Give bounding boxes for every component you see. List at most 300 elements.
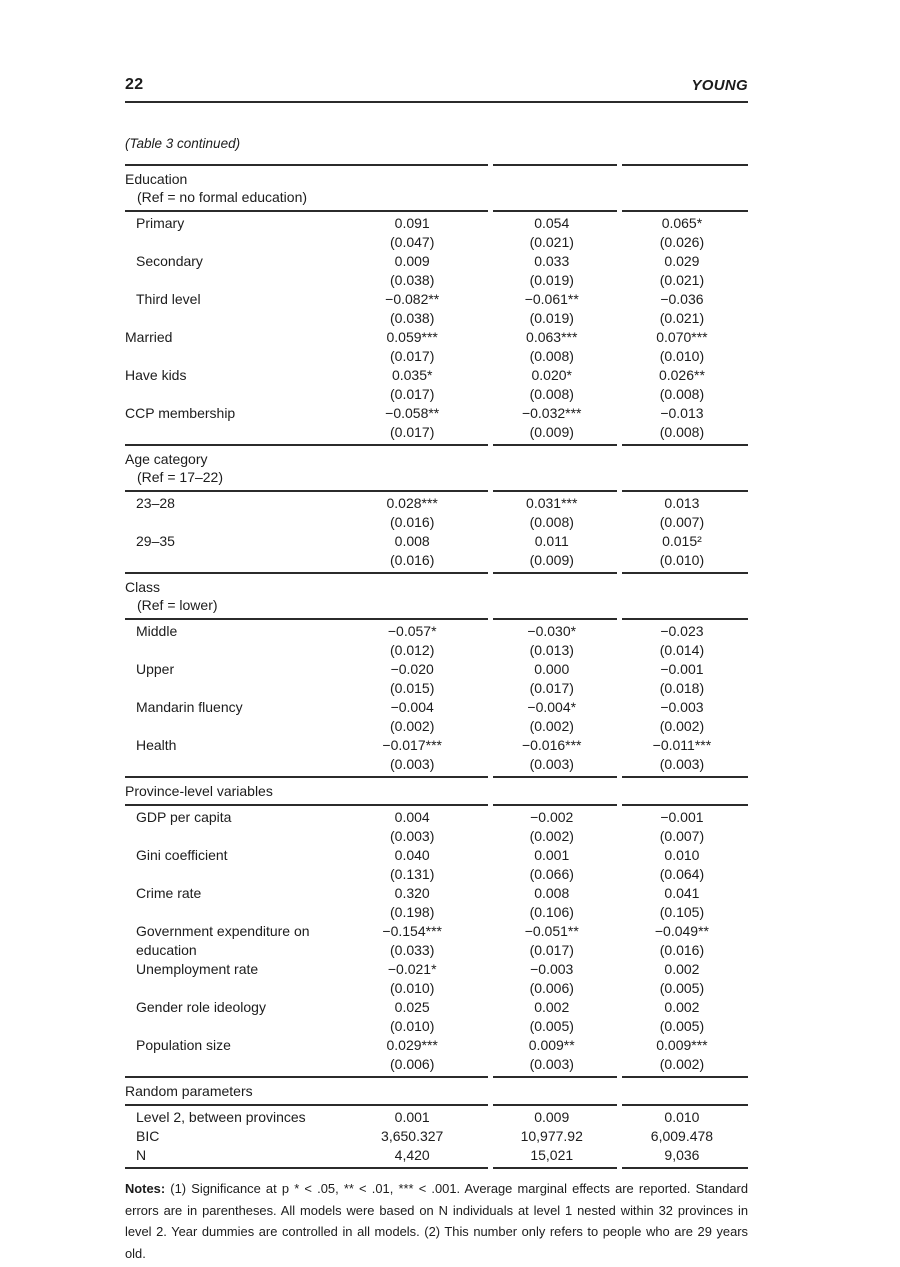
- value-cell: [616, 1036, 748, 1074]
- table-rule: [125, 164, 748, 166]
- coefficient-value: 0.001: [394, 1109, 430, 1125]
- value-cell: [616, 214, 748, 252]
- standard-error: (0.019): [529, 272, 574, 288]
- coefficient-value: −0.154***: [382, 923, 442, 939]
- value-cell: [337, 252, 488, 290]
- section-title: Age category: [125, 451, 208, 467]
- table-row: [125, 1036, 748, 1074]
- row-label: Middle: [136, 623, 178, 639]
- coefficient-value: −0.021*: [387, 961, 437, 977]
- coefficient-value: 0.001: [534, 847, 570, 863]
- standard-error: (0.106): [529, 904, 574, 920]
- value-cell: [337, 1036, 488, 1074]
- standard-error: (0.019): [529, 310, 574, 326]
- standard-error: (0.005): [659, 980, 705, 996]
- standard-error: (0.003): [529, 756, 574, 772]
- notes-label: Notes:: [125, 1181, 166, 1196]
- coefficient-value: 6,009.478: [650, 1128, 714, 1144]
- row-label: Crime rate: [136, 885, 202, 901]
- section-title: Province-level variables: [125, 783, 273, 799]
- value-cell: [337, 884, 488, 922]
- value-cell: [616, 532, 748, 570]
- standard-error: (0.038): [390, 272, 435, 288]
- table-rule: [125, 490, 748, 492]
- value-cell: [488, 1108, 616, 1127]
- coefficient-value: −0.004: [390, 699, 434, 715]
- standard-error: (0.015): [390, 680, 435, 696]
- page-number: 22: [125, 76, 144, 93]
- rule-segment: [125, 572, 488, 574]
- row-label: 29–35: [136, 533, 175, 549]
- section-header: [125, 166, 748, 210]
- row-label: Level 2, between provinces: [136, 1109, 306, 1125]
- table-row: [125, 404, 748, 442]
- standard-error: (0.013): [529, 642, 574, 658]
- rule-segment: [125, 776, 488, 778]
- table-row: [125, 532, 748, 570]
- coefficient-value: −0.051**: [524, 923, 579, 939]
- coefficient-value: 0.035*: [391, 367, 433, 383]
- value-cell: [616, 290, 748, 328]
- value-cell: [337, 960, 488, 998]
- value-cell: [337, 214, 488, 252]
- value-cell: [337, 290, 488, 328]
- coefficient-value: −0.003: [660, 699, 704, 715]
- section-title: Education: [125, 171, 188, 187]
- table-rule: [125, 1104, 748, 1106]
- coefficient-value: 0.025: [394, 999, 430, 1015]
- table-row: [125, 290, 748, 328]
- value-cell: [488, 998, 616, 1036]
- coefficient-value: −0.057*: [387, 623, 437, 639]
- value-cell: [616, 846, 748, 884]
- standard-error: (0.010): [390, 1018, 435, 1034]
- rule-segment: [493, 210, 616, 212]
- value-cell: [616, 494, 748, 532]
- value-cell: [337, 846, 488, 884]
- coefficient-value: 0.004: [394, 809, 430, 825]
- standard-error: (0.008): [529, 514, 574, 530]
- value-cell: [488, 1146, 616, 1165]
- page-header: [125, 0, 748, 103]
- standard-error: (0.008): [529, 386, 574, 402]
- coefficient-value: 0.015²: [662, 533, 702, 549]
- coefficient-value: 4,420: [394, 1147, 430, 1163]
- standard-error: (0.008): [529, 348, 574, 364]
- section-title: Class: [125, 579, 161, 595]
- table-row: [125, 660, 748, 698]
- coefficient-value: 0.054: [534, 215, 570, 231]
- section-header: [125, 778, 748, 804]
- coefficient-value: 0.002: [664, 999, 700, 1015]
- standard-error: (0.007): [659, 828, 705, 844]
- rule-segment: [493, 804, 616, 806]
- row-label: Unemployment rate: [136, 961, 259, 977]
- rule-segment: [125, 164, 488, 166]
- coefficient-value: 0.009**: [528, 1037, 575, 1053]
- table-row: [125, 884, 748, 922]
- value-cell: [488, 922, 616, 960]
- rule-segment: [622, 776, 748, 778]
- table-rule: [125, 776, 748, 778]
- table-row: [125, 366, 748, 404]
- value-cell: [616, 1108, 748, 1127]
- table-row: [125, 736, 748, 774]
- value-cell: [488, 884, 616, 922]
- section-rows: [125, 212, 748, 444]
- table-rule: [125, 444, 748, 446]
- coefficient-value: 0.002: [534, 999, 570, 1015]
- coefficient-value: 0.009: [394, 253, 430, 269]
- standard-error: (0.017): [529, 942, 574, 958]
- coefficient-value: 3,650.327: [381, 1128, 444, 1144]
- coefficient-value: 0.040: [394, 847, 430, 863]
- value-cell: [337, 808, 488, 846]
- row-label: Married: [125, 329, 173, 345]
- table-rule: [125, 1167, 748, 1169]
- rule-segment: [493, 164, 616, 166]
- value-cell: [488, 846, 616, 884]
- value-cell: [337, 698, 488, 736]
- standard-error: (0.017): [390, 386, 435, 402]
- value-cell: [337, 922, 488, 960]
- table-row: [125, 214, 748, 252]
- table-rule: [125, 804, 748, 806]
- coefficient-value: 0.008: [394, 533, 430, 549]
- table-rule: [125, 210, 748, 212]
- table-notes: [125, 1178, 748, 1264]
- value-cell: [488, 328, 616, 366]
- value-cell: [616, 698, 748, 736]
- standard-error: (0.017): [390, 424, 435, 440]
- standard-error: (0.064): [659, 866, 705, 882]
- standard-error: (0.105): [659, 904, 705, 920]
- row-label: N: [136, 1147, 147, 1163]
- standard-error: (0.038): [390, 310, 435, 326]
- row-label: Government expenditure on education: [136, 923, 310, 958]
- rule-segment: [622, 490, 748, 492]
- coefficient-value: −0.002: [530, 809, 574, 825]
- row-label: Gender role ideology: [136, 999, 266, 1015]
- value-cell: [616, 404, 748, 442]
- rule-segment: [622, 618, 748, 620]
- coefficient-value: −0.001: [660, 809, 704, 825]
- value-cell: [616, 998, 748, 1036]
- coefficient-value: 0.010: [664, 847, 700, 863]
- standard-error: (0.021): [659, 310, 705, 326]
- value-cell: [337, 736, 488, 774]
- rule-segment: [125, 804, 488, 806]
- rule-segment: [622, 804, 748, 806]
- coefficient-value: 0.011: [534, 533, 569, 549]
- standard-error: (0.017): [390, 348, 435, 364]
- table-row: [125, 922, 748, 960]
- value-cell: [337, 366, 488, 404]
- value-cell: [616, 960, 748, 998]
- value-cell: [488, 1036, 616, 1074]
- value-cell: [616, 1146, 748, 1165]
- coefficient-value: 0.002: [664, 961, 700, 977]
- value-cell: [337, 660, 488, 698]
- section-ref: (Ref = lower): [137, 597, 218, 613]
- rule-segment: [622, 164, 748, 166]
- rule-segment: [493, 776, 616, 778]
- standard-error: (0.131): [390, 866, 435, 882]
- table-caption: (Table 3 continued): [125, 136, 241, 151]
- row-label: 23–28: [136, 495, 175, 511]
- section-title: Random parameters: [125, 1083, 253, 1099]
- rule-segment: [125, 1167, 488, 1169]
- standard-error: (0.006): [529, 980, 574, 996]
- standard-error: (0.005): [659, 1018, 705, 1034]
- row-label: Gini coefficient: [136, 847, 228, 863]
- standard-error: (0.003): [390, 828, 435, 844]
- value-cell: [616, 252, 748, 290]
- standard-error: (0.017): [529, 680, 574, 696]
- section-header: [125, 1078, 748, 1104]
- standard-error: (0.021): [529, 234, 574, 250]
- value-cell: [337, 622, 488, 660]
- rule-segment: [125, 618, 488, 620]
- rule-segment: [493, 1076, 616, 1078]
- coefficient-value: 0.091: [394, 215, 430, 231]
- value-cell: [616, 808, 748, 846]
- coefficient-value: 0.065*: [661, 215, 703, 231]
- coefficient-value: 0.009***: [656, 1037, 708, 1053]
- standard-error: (0.002): [659, 1056, 705, 1072]
- rule-segment: [125, 210, 488, 212]
- coefficient-value: 0.026**: [658, 367, 705, 383]
- value-cell: [488, 698, 616, 736]
- coefficient-value: −0.013: [660, 405, 704, 421]
- rule-segment: [493, 444, 616, 446]
- value-cell: [337, 328, 488, 366]
- coefficient-value: −0.003: [530, 961, 574, 977]
- row-label: Third level: [136, 291, 201, 307]
- coefficient-value: 0.010: [664, 1109, 700, 1125]
- value-cell: [616, 884, 748, 922]
- rule-segment: [493, 490, 616, 492]
- standard-error: (0.006): [390, 1056, 435, 1072]
- table-row: [125, 328, 748, 366]
- row-label: Population size: [136, 1037, 231, 1053]
- coefficient-value: −0.017***: [382, 737, 442, 753]
- value-cell: [337, 494, 488, 532]
- value-cell: [488, 736, 616, 774]
- running-head: YOUNG: [691, 77, 748, 94]
- standard-error: (0.021): [659, 272, 705, 288]
- section-ref: (Ref = 17–22): [137, 469, 223, 485]
- standard-error: (0.010): [390, 980, 435, 996]
- value-cell: [488, 366, 616, 404]
- rule-segment: [622, 572, 748, 574]
- coefficient-value: 0.320: [394, 885, 430, 901]
- regression-table: [125, 164, 748, 1169]
- row-label: CCP membership: [125, 405, 236, 421]
- value-cell: [488, 252, 616, 290]
- row-label: GDP per capita: [136, 809, 232, 825]
- standard-error: (0.002): [659, 718, 705, 734]
- coefficient-value: 0.013: [664, 495, 700, 511]
- standard-error: (0.016): [659, 942, 705, 958]
- coefficient-value: 0.031***: [526, 495, 578, 511]
- value-cell: [616, 922, 748, 960]
- rule-segment: [622, 1167, 748, 1169]
- value-cell: [616, 328, 748, 366]
- value-cell: [337, 998, 488, 1036]
- standard-error: (0.018): [659, 680, 705, 696]
- coefficient-value: −0.058**: [385, 405, 440, 421]
- value-cell: [488, 214, 616, 252]
- coefficient-value: 9,036: [664, 1147, 700, 1163]
- standard-error: (0.047): [390, 234, 435, 250]
- coefficient-value: −0.032***: [521, 405, 582, 421]
- coefficient-value: −0.036: [660, 291, 704, 307]
- value-cell: [488, 494, 616, 532]
- standard-error: (0.003): [659, 756, 705, 772]
- standard-error: (0.002): [529, 718, 574, 734]
- standard-error: (0.009): [529, 552, 574, 568]
- coefficient-value: 0.029***: [386, 1037, 438, 1053]
- table-row: [125, 998, 748, 1036]
- coefficient-value: 0.020*: [531, 367, 572, 383]
- rule-segment: [125, 1104, 488, 1106]
- value-cell: [488, 532, 616, 570]
- standard-error: (0.066): [529, 866, 574, 882]
- value-cell: [616, 366, 748, 404]
- rule-segment: [125, 1076, 488, 1078]
- coefficient-value: −0.049**: [654, 923, 709, 939]
- value-cell: [488, 404, 616, 442]
- coefficient-value: −0.004*: [527, 699, 577, 715]
- value-cell: [488, 660, 616, 698]
- standard-error: (0.014): [659, 642, 705, 658]
- standard-error: (0.009): [529, 424, 574, 440]
- standard-error: (0.010): [659, 348, 705, 364]
- table-row: [125, 960, 748, 998]
- coefficient-value: 0.059***: [386, 329, 438, 345]
- rule-segment: [493, 572, 616, 574]
- coefficient-value: 0.000: [534, 661, 570, 677]
- coefficient-value: −0.061**: [524, 291, 579, 307]
- standard-error: (0.002): [390, 718, 435, 734]
- section-header: [125, 446, 748, 490]
- section-rows: [125, 806, 748, 1076]
- table-rule: [125, 572, 748, 574]
- standard-error: (0.008): [659, 424, 705, 440]
- standard-error: (0.007): [659, 514, 705, 530]
- table-row: [125, 252, 748, 290]
- value-cell: [616, 622, 748, 660]
- value-cell: [488, 290, 616, 328]
- coefficient-value: 0.041: [664, 885, 700, 901]
- standard-error: (0.016): [390, 552, 435, 568]
- coefficient-value: −0.023: [660, 623, 704, 639]
- section-rows: [125, 492, 748, 572]
- section-header: [125, 574, 748, 618]
- paper-page: [125, 0, 748, 1264]
- value-cell: [488, 960, 616, 998]
- row-label: BIC: [136, 1128, 160, 1144]
- coefficient-value: 0.033: [534, 253, 570, 269]
- coefficient-value: 15,021: [530, 1147, 574, 1163]
- rule-segment: [622, 1076, 748, 1078]
- table-rule: [125, 618, 748, 620]
- coefficient-value: −0.030*: [527, 623, 577, 639]
- row-label: Upper: [136, 661, 175, 677]
- value-cell: [337, 532, 488, 570]
- coefficient-value: 0.070***: [656, 329, 708, 345]
- value-cell: [337, 1127, 488, 1146]
- standard-error: (0.010): [659, 552, 705, 568]
- row-label: Primary: [136, 215, 185, 231]
- rule-segment: [622, 1104, 748, 1106]
- value-cell: [337, 1146, 488, 1165]
- standard-error: (0.008): [659, 386, 705, 402]
- rule-segment: [622, 210, 748, 212]
- row-label: Health: [136, 737, 177, 753]
- coefficient-value: 0.008: [534, 885, 570, 901]
- value-cell: [337, 404, 488, 442]
- section-rows: [125, 620, 748, 776]
- coefficient-value: −0.020: [390, 661, 434, 677]
- table-row: [125, 846, 748, 884]
- rule-segment: [125, 444, 488, 446]
- standard-error: (0.003): [529, 1056, 574, 1072]
- rule-segment: [493, 1104, 616, 1106]
- coefficient-value: 10,977.92: [520, 1128, 583, 1144]
- coefficient-value: 0.009: [534, 1109, 570, 1125]
- coefficient-value: 0.063***: [526, 329, 578, 345]
- value-cell: [337, 1108, 488, 1127]
- table-row: [125, 1146, 748, 1165]
- value-cell: [488, 808, 616, 846]
- value-cell: [616, 660, 748, 698]
- table-rule: [125, 1076, 748, 1078]
- coefficient-value: −0.001: [660, 661, 704, 677]
- standard-error: (0.012): [390, 642, 435, 658]
- table-row: [125, 1108, 748, 1127]
- standard-error: (0.198): [390, 904, 435, 920]
- coefficient-value: 0.028***: [386, 495, 438, 511]
- coefficient-value: −0.011***: [652, 737, 712, 753]
- row-label: Mandarin fluency: [136, 699, 243, 715]
- standard-error: (0.002): [529, 828, 574, 844]
- section-rows: [125, 1106, 748, 1167]
- standard-error: (0.026): [659, 234, 705, 250]
- notes-text: (1) Significance at p * < .05, ** < .01, *** < .001. Average marginal effects are reported. Standard errors are in parentheses. All models were based on N individuals at level 1 nested within 32 provinces in level 2. Year dummies are controlled in all models. (2) This number only refers to people who are 29 years old.: [125, 1181, 748, 1261]
- table-row: [125, 698, 748, 736]
- section-ref: (Ref = no formal education): [137, 189, 308, 205]
- table-row: [125, 622, 748, 660]
- table-row: [125, 1127, 748, 1146]
- standard-error: (0.033): [390, 942, 435, 958]
- table-row: [125, 494, 748, 532]
- row-label: Have kids: [125, 367, 187, 383]
- coefficient-value: −0.016***: [521, 737, 582, 753]
- standard-error: (0.005): [529, 1018, 574, 1034]
- rule-segment: [493, 1167, 616, 1169]
- standard-error: (0.003): [390, 756, 435, 772]
- rule-segment: [622, 444, 748, 446]
- value-cell: [616, 1127, 748, 1146]
- value-cell: [616, 736, 748, 774]
- rule-segment: [125, 490, 488, 492]
- coefficient-value: −0.082**: [385, 291, 440, 307]
- coefficient-value: 0.029: [664, 253, 700, 269]
- rule-segment: [493, 618, 616, 620]
- table-row: [125, 808, 748, 846]
